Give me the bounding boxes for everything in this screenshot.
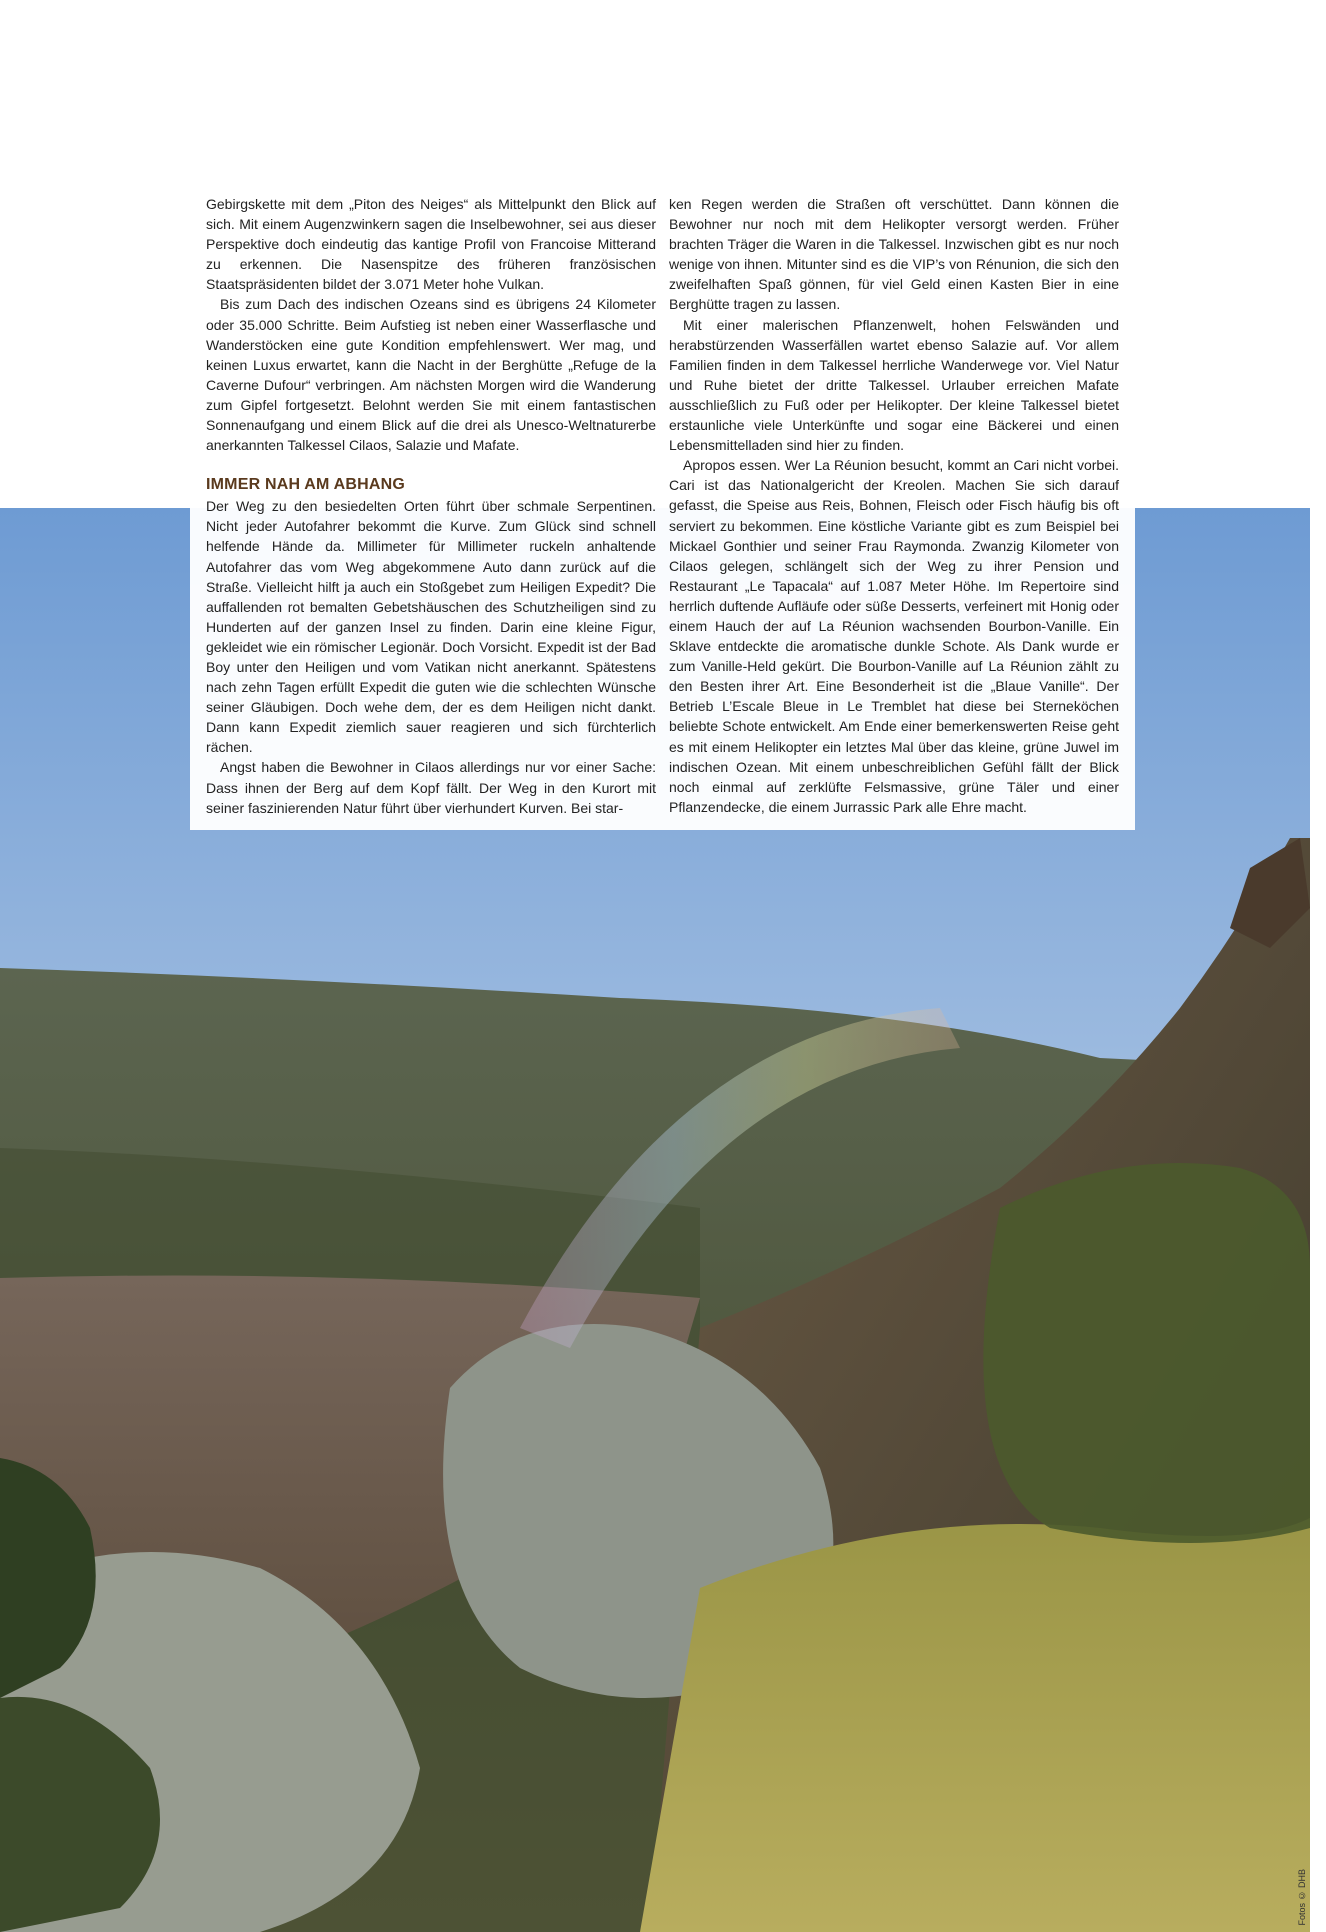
section-heading: IMMER NAH AM ABHANG xyxy=(206,476,406,494)
paragraph: Apropos essen. Wer La Réunion besucht, kommt an Cari nicht vorbei. Cari ist das Nationalgericht der Kreolen. Machen Sie sich darauf gefasst, die Speise aus Reis, Bohnen, Fleisch oder Fisch häufig bis oft serviert zu bekommen. Eine köstliche Variante gibt es zum Beispiel bei Mickael Gonthier und seiner Frau Raymonda. Zwanzig Kilometer von Cilaos gelegen, schlängelt sich der Weg zu ihrer Pension und Restaurant „Le Tapacala“ auf 1.087 Meter Höhe. Im Repertoire sind herrlich duftende Aufläufe oder süße Desserts, verfeinert mit Honig oder einem Hauch der auf La Réunion wachsenden Bourbon-Vanille. Ein Sklave entdeckte die aromatische dunkle Schote. Als Dank wurde er zum Vanille-Held gekürt. Die Bourbon-Vanille auf La Réunion zählt zu den Besten ihrer Art. Eine Besonderheit ist die „Blaue Vanille“. Der Betrieb L’Escale Bleue in Le Tremblet hat diese bei Sterneköchen beliebte Schote entwickelt. Am Ende einer bemerkenswerten Reise geht es mit einem Helikopter ein letztes Mal über das kleine, grüne Juwel im indischen Ozean. Mit einem unbeschreiblichen Gefühl fällt der Blick noch einmal auf zerklüfte Felsmassive, grüne Täler und einer Pflanzendecke, die einem Jurrassic Park alle Ehre macht. xyxy=(669,457,1119,815)
paragraph: Gebirgskette mit dem „Piton des Neiges“ als Mittelpunkt den Blick auf sich. Mit einem Augenzwinkern sagen die Inselbewohner, sei aus dieser Perspektive doch eindeutig das kantige Profil von Francoise Mitterand zu erkennen. Die Nasenspitze des früheren französischen Staatspräsidenten bildet der 3.071 Meter hohe Vulkan. xyxy=(206,196,656,293)
paragraph: Der Weg zu den besiedelten Orten führt über schmale Serpentinen. Nicht jeder Autofahrer bekommt die Kurve. Zum Glück sind schnell helfende Hände da. Millimeter für Millimeter ruckeln anhaltende Autofahrer das vom Weg abgekommene Auto dann zurück auf die Straße. Vielleicht hilft ja auch ein Stoßgebet zum Heiligen Expedit? Die auffallenden rot bemalten Gebetshäuschen des Schutzheiligen sind zu Hunderten auf der ganzen Insel zu finden. Darin eine kleine Figur, gekleidet wie ein römischer Legionär. Doch Vorsicht. Expedit ist der Bad Boy unter den Heiligen und vom Vatikan nicht anerkannt. Spätestens nach zehn Tagen erfüllt Expedit die guten wie die schlechten Wünsche seiner Gläubigen. Doch wehe dem, der es dem Heiligen nicht dankt. Dann kann Expedit ziemlich sauer reagieren und sich fürchterlich rächen. xyxy=(206,498,656,756)
photo-credit: Fotos © DHB xyxy=(1297,1869,1307,1926)
paragraph: ken Regen werden die Straßen oft verschüttet. Dann können die Bewohner nur noch mit dem Helikopter versorgt werden. Früher brachten Träger die Waren in die Talkessel. Inzwischen gibt es nur noch wenige von ihnen. Mitunter sind es die VIP’s von Rénunion, die sich den zweifelhaften Spaß gönnen, für viel Geld einen Kasten Bier in eine Berghütte tragen zu lassen. xyxy=(669,196,1119,313)
right-column xyxy=(669,194,1119,818)
paragraph: Mit einer malerischen Pflanzenwelt, hohen Felswänden und herabstürzenden Wasserfällen wartet ebenso Salazie auf. Vor allem Familien finden in dem Talkessel herrliche Wanderwege vor. Viel Natur und Ruhe bietet der dritte Talkessel. Urlauber erreichen Mafate ausschließlich zu Fuß oder per Helikopter. Der kleine Talkessel bietet erstaunliche viele Unterkünfte und sogar eine Bäckerei und einen Lebensmittelladen sind hier zu finden. xyxy=(669,316,1119,454)
paragraph: Bis zum Dach des indischen Ozeans sind es übrigens 24 Kilometer oder 35.000 Schritte. Beim Aufstieg ist neben einer Wasserflasche und Wanderstöcken eine gute Kondition empfehlenswert. Wer mag, und keinen Luxus erwartet, kann die Nacht in der Berghütte „Refuge de la Caverne Dufour“ verbringen. Am nächsten Morgen wird die Wanderung zum Gipfel fortgesetzt. Belohnt werden Sie mit einem fantastischen Sonnenaufgang und einem Blick auf die drei als Unesco-Weltnaturerbe anerkannten Talkessel Cilaos, Salazie und Mafate. xyxy=(206,296,656,454)
article-columns xyxy=(206,194,1119,818)
left-column xyxy=(206,194,656,818)
paragraph: Angst haben die Bewohner in Cilaos allerdings nur vor einer Sache: Dass ihnen der Berg auf dem Kopf fällt. Der Weg in den Kurort mit seiner faszinierenden Natur führt über vierhundert Kurven. Bei star- xyxy=(206,759,656,816)
